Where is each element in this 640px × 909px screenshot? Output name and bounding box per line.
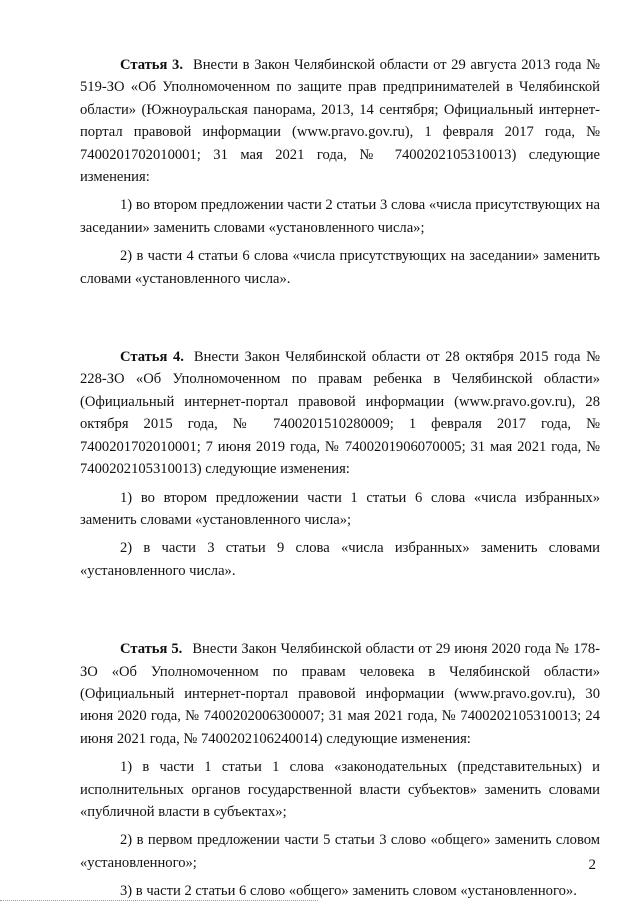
article-4 (80, 346, 600, 582)
amendment-item: 1) в части 1 статьи 1 слова «законодательных (представительных) и исполнительных органов государственной власти субъектов» заменить словами «публичной власти в субъектах»; (80, 759, 600, 820)
article-heading: Статья 5. (120, 641, 183, 658)
article-lead-text: Внести Закон Челябинской области от 28 октября 2015 года № 228-ЗО «Об Уполномоченном по правам ребенка в Челябинской области» (Официальный интернет-портал правовой информации (www.pravo.gov.ru), 28 октября 2015 года, № 7400201510280009; 1 февраля 2017 года, № 7400201702010001; 7 июня 2019 года, № 7400201906070005; 31 мая 2021 года, № 7400202105310013) следующие изменения: (80, 349, 600, 478)
amendment-item: 2) в части 4 статьи 6 слова «числа присутствующих на заседании» заменить словами «установленного числа». (80, 248, 600, 287)
article-heading: Статья 4. (120, 349, 184, 366)
bottom-divider (0, 900, 318, 901)
page-number: 2 (588, 857, 596, 873)
amendment-item: 3) в части 2 статьи 6 слово «общего» заменить словом «установленного». (120, 883, 577, 900)
amendment-item: 2) в первом предложении части 5 статьи 3 слово «общего» заменить словом «установленного»; (80, 832, 600, 871)
article-lead-text: Внести Закон Челябинской области от 29 июня 2020 года № 178-ЗО «Об Уполномоченном по правам человека в Челябинской области» (Официальный интернет-портал правовой информации (www.pravo.gov.ru), 30 июня 2020 года, № 7400202006300007; 31 мая 2021 года, № 7400202105310013; 24 июня 2021 года, № 7400202106240014) следующие изменения: (80, 641, 600, 747)
amendment-item: 2) в части 3 статьи 9 слова «числа избранных» заменить словами «установленного числа». (80, 540, 600, 579)
article-lead (80, 54, 600, 188)
document-body (80, 54, 600, 909)
article-lead (80, 346, 600, 480)
article-heading: Статья 3. (120, 57, 183, 73)
article-lead (80, 638, 600, 750)
amendment-item: 1) во втором предложении части 1 статьи 6 слова «числа избранных» заменить словами «установленного числа»; (80, 489, 600, 528)
article-5 (80, 638, 600, 902)
amendment-item: 1) во втором предложении части 2 статьи 3 слова «числа присутствующих на заседании» заменить словами «установленного числа»; (80, 197, 600, 236)
article-lead-text: Внести в Закон Челябинской области от 29 августа 2013 года № 519-ЗО «Об Уполномоченном по защите прав предпринимателей в Челябинской области» (Южноуральская панорама, 2013, 14 сентября; Официальный интернет-портал правовой информации (www.pravo.gov.ru), 1 февраля 2017 года, № 7400201702010001; 31 мая 2021 года, № 7400202105310013) следующие изменения: (80, 57, 600, 186)
article-3 (80, 54, 600, 290)
